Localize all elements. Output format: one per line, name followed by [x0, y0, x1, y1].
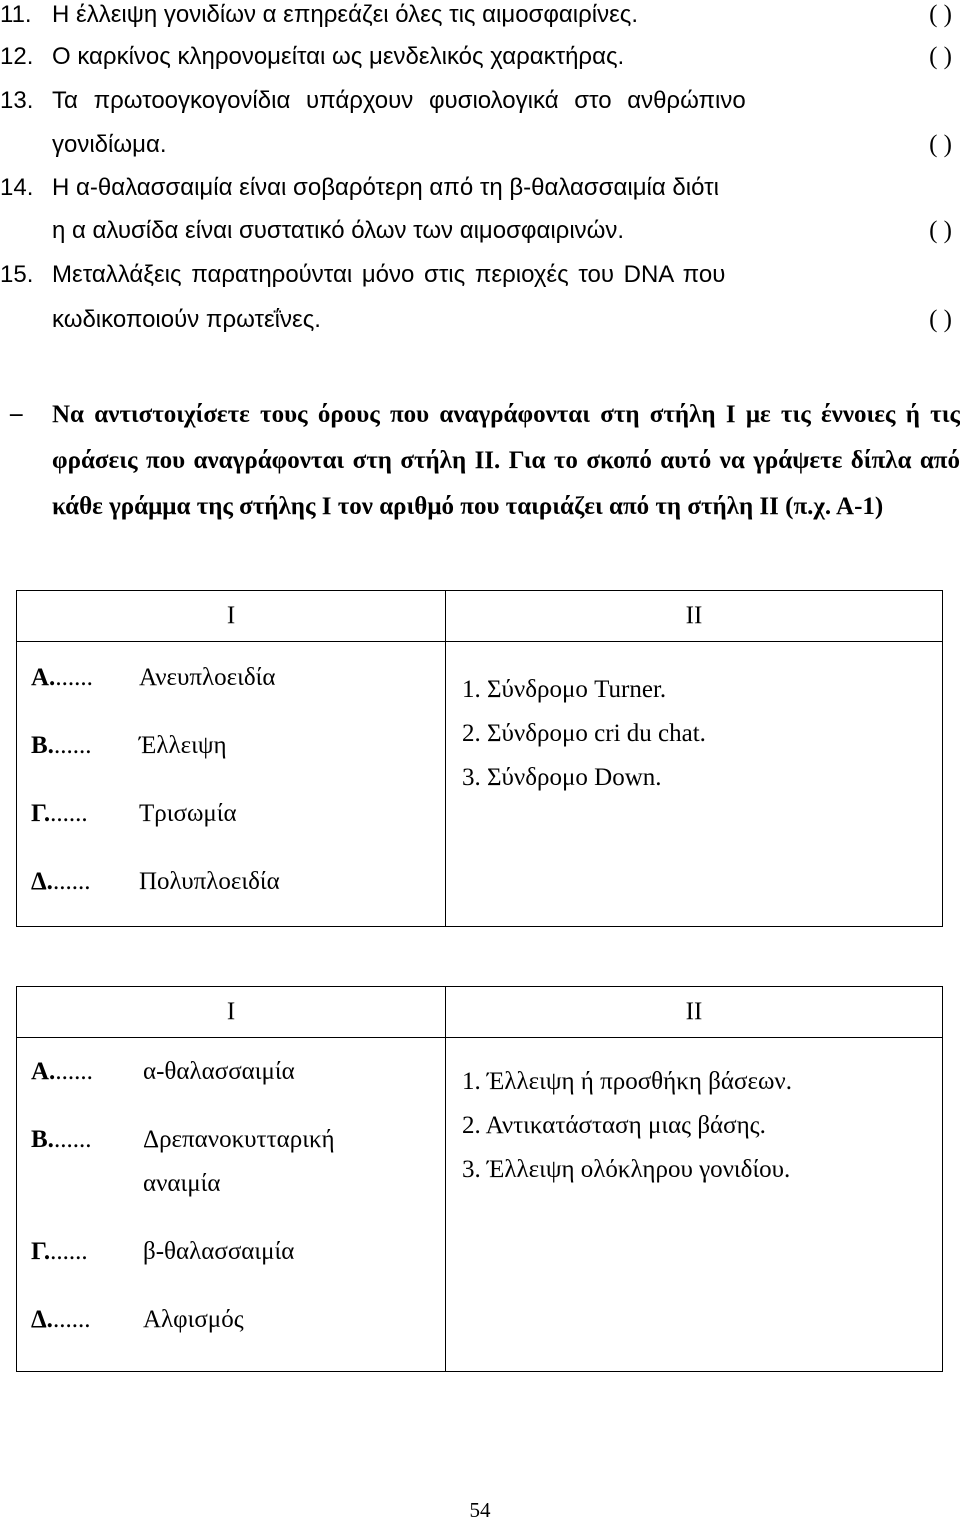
option-item: 3. Σύνδρομο Down.: [462, 764, 662, 791]
term-name: Αλφισμός: [143, 1306, 244, 1333]
answer-dots: ......: [55, 664, 93, 691]
statement-text: Τα πρωτοογκογονίδια υπάρχουν φυσιολογικά στο ανθρώπινο: [52, 87, 746, 114]
statement-15-cont: [0, 305, 960, 347]
matching-table-1: [16, 590, 943, 927]
answer-dots: ......: [53, 1126, 92, 1153]
statement-text: Ο καρκίνος κληρονομείται ως μενδελικός χαρακτήρας.: [52, 43, 625, 70]
term-name: Πολυπλοειδία: [139, 868, 280, 895]
term-name: Ανευπλοειδία: [139, 664, 276, 691]
option-item: 1. Έλλειψη ή προσθήκη βάσεων.: [462, 1068, 792, 1095]
statement-number: 11.: [0, 1, 32, 28]
term-name: Τρισωμία: [139, 800, 237, 827]
instruction-dash: –: [10, 400, 23, 427]
term-letter: Δ.: [31, 868, 53, 895]
term-letter: Β.: [31, 1126, 54, 1153]
term-row[interactable]: [31, 1306, 244, 1334]
answer-dots: ......: [53, 732, 92, 759]
term-row[interactable]: [31, 1058, 295, 1086]
answer-parentheses[interactable]: ( ): [929, 1, 952, 28]
answer-parentheses[interactable]: ( ): [929, 217, 952, 244]
column-II-options: [446, 1038, 943, 1372]
term-letter: Β.: [31, 732, 54, 759]
column-header-I: Ι: [17, 987, 446, 1038]
answer-parentheses[interactable]: ( ): [929, 43, 952, 70]
option-item: 3. Έλλειψη ολόκληρου γονιδίου.: [462, 1156, 791, 1183]
matching-table-2: [16, 986, 943, 1372]
statement-text: η α αλυσίδα είναι συστατικό όλων των αιμοσφαιρινών.: [52, 217, 625, 244]
statement-text: γονιδίωμα.: [52, 131, 167, 158]
term-letter: Γ.: [31, 800, 51, 827]
term-letter: Γ.: [31, 1238, 51, 1265]
answer-parentheses[interactable]: ( ): [929, 306, 952, 333]
statement-number: 15.: [0, 261, 34, 288]
answer-dots: ......: [52, 1306, 91, 1333]
term-row[interactable]: [31, 664, 276, 692]
term-letter: Α.: [31, 1058, 56, 1085]
column-I-terms: [17, 1038, 446, 1372]
matching-instruction: Να αντιστοιχίσετε τους όρους που αναγράφονται στη στήλη Ι με τις έννοιες ή τις φράσεις που αναγράφονται στη στήλη ΙΙ. Για το σκοπό αυτό να γράψετε δίπλα από κάθε γράμμα της στήλης Ι τον αριθμό που ταιριάζει από τη στήλη ΙΙ (π.χ. Α-1): [52, 401, 960, 520]
statement-text: Μεταλλάξεις παρατηρούνται μόνο στις περιοχές του DNA που: [52, 261, 726, 288]
column-I-terms: [17, 642, 446, 927]
term-row[interactable]: [31, 732, 227, 760]
statement-12: [0, 42, 960, 84]
term-row[interactable]: [31, 868, 280, 896]
term-name: α-θαλασσαιμία: [143, 1058, 295, 1085]
option-item: 2. Αντικατάσταση μιας βάσης.: [462, 1112, 766, 1139]
term-row[interactable]: [31, 800, 237, 828]
term-row[interactable]: [31, 1238, 295, 1266]
page-number: 54: [469, 1498, 491, 1522]
term-name: Δρεπανοκυτταρική: [143, 1126, 335, 1153]
answer-dots: ......: [50, 1238, 88, 1265]
statement-text: Η έλλειψη γονιδίων α επηρεάζει όλες τις αιμοσφαιρίνες.: [52, 1, 639, 28]
statement-13: [0, 86, 960, 128]
answer-dots: ......: [52, 868, 91, 895]
option-item: 1. Σύνδρομο Turner.: [462, 676, 667, 703]
column-header-II: ΙΙ: [446, 591, 943, 642]
statement-text: κωδικοποιούν πρωτεΐνες.: [52, 306, 321, 333]
column-II-options: [446, 642, 943, 927]
answer-parentheses[interactable]: ( ): [929, 131, 952, 158]
statement-number: 13.: [0, 87, 34, 114]
term-letter: Α.: [31, 664, 56, 691]
term-row[interactable]: [31, 1126, 335, 1197]
term-name-cont: αναιμία: [143, 1170, 221, 1197]
statement-15: [0, 260, 960, 302]
statement-14-cont: [0, 216, 960, 258]
statement-number: 12.: [0, 43, 34, 70]
statement-text: Η α-θαλασσαιμία είναι σοβαρότερη από τη β-θαλασσαιμία διότι: [52, 174, 719, 201]
column-header-I: Ι: [17, 591, 446, 642]
term-letter: Δ.: [31, 1306, 53, 1333]
option-item: 2. Σύνδρομο cri du chat.: [462, 720, 706, 747]
statement-14: [0, 173, 960, 215]
column-header-II: ΙΙ: [446, 987, 943, 1038]
statement-13-cont: [0, 130, 960, 172]
answer-dots: ......: [55, 1058, 93, 1085]
term-name: β-θαλασσαιμία: [143, 1238, 295, 1265]
answer-dots: ......: [50, 800, 88, 827]
statement-number: 14.: [0, 174, 34, 201]
term-name: Έλλειψη: [139, 732, 227, 759]
statement-11: [0, 0, 960, 42]
